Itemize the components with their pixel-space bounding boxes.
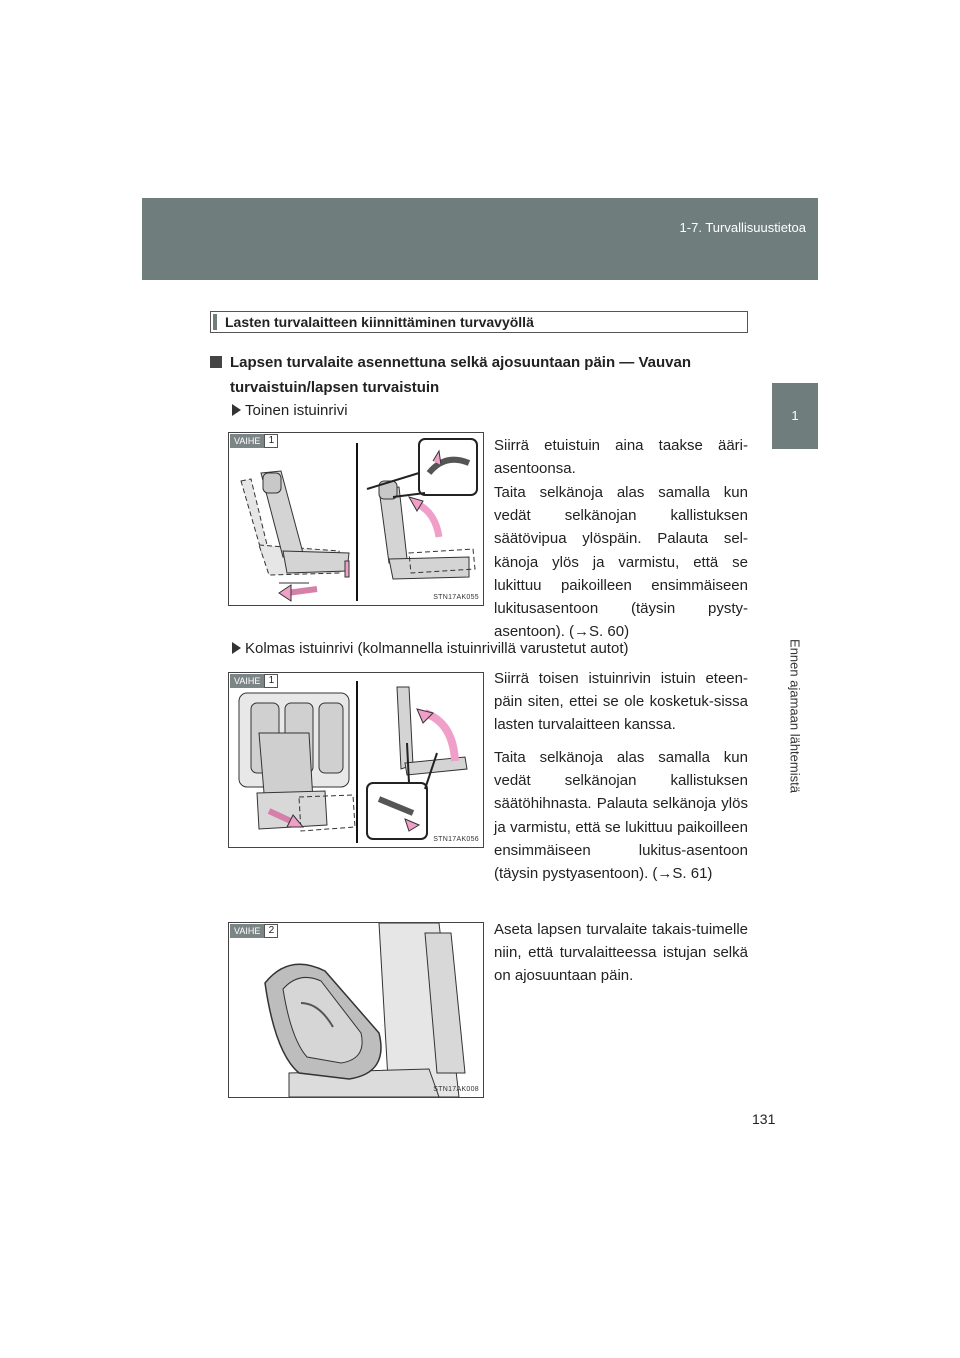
seat-row-illustration <box>229 673 483 847</box>
step-label: VAIHE <box>230 434 264 448</box>
square-bullet-icon <box>210 356 222 368</box>
bullet-second-row <box>232 402 348 419</box>
section-box <box>210 311 748 333</box>
paragraph-step1-a: Siirrä etuistuin aina taakse ääri-asentoonsa. <box>494 437 748 478</box>
paragraph-step2: Aseta lapsen turvalaite takais-tuimelle niin, että turvalaitteessa istujan selkä on ajosuuntaan päin. <box>494 921 748 985</box>
figure-step2 <box>228 922 484 1098</box>
step-label: VAIHE <box>230 674 264 688</box>
figure-step1-second-row <box>228 432 484 606</box>
paragraph-step1-d: Taita selkänoja alas samalla kun vedät selkänojan kallistuksen säätöhihnasta. Palauta selkänoja ylös ja varmistu, että se lukittuu paikoilleen ensimmäiseen lukitus-asentoon (täysin pystyasentoon). (→S. 61) <box>494 749 748 883</box>
figure-code: STN17AK008 <box>433 1086 479 1093</box>
step-badge <box>230 674 278 688</box>
step-number: 1 <box>264 674 278 688</box>
bullet-text: Kolmas istuinrivi (kolmannella istuinrivillä varustetut autot) <box>245 640 629 657</box>
figure-step1-third-row <box>228 672 484 848</box>
step-badge <box>230 434 278 448</box>
sub-heading-line2: turvaistuin/lapsen turvaistuin <box>230 379 440 396</box>
bullet-text: Toinen istuinrivi <box>245 402 348 419</box>
sub-heading-line1: Lapsen turvalaite asennettuna selkä ajosuuntaan päin — Vauvan <box>230 354 691 371</box>
sub-heading <box>210 350 750 400</box>
step-number: 1 <box>264 434 278 448</box>
step-number: 2 <box>264 924 278 938</box>
step-badge <box>230 924 278 938</box>
paragraph-step1-c: Siirrä toisen istuinrivin istuin eteen-päin siten, ettei se ole kosketuk-sissa lasten turvalaitteen kanssa. <box>494 670 748 734</box>
header-band <box>142 198 818 280</box>
section-heading: Lasten turvalaitteen kiinnittäminen turvavyöllä <box>225 314 534 330</box>
chapter-tab: 1 <box>772 383 818 449</box>
triangle-bullet-icon <box>232 404 241 416</box>
section-title-header: 1-7. Turvallisuustietoa <box>679 220 806 235</box>
step-label: VAIHE <box>230 924 264 938</box>
figure-code: STN17AK055 <box>433 594 479 601</box>
seat-illustration <box>229 433 483 605</box>
section-box-bar <box>213 314 217 330</box>
triangle-bullet-icon <box>232 642 241 654</box>
chapter-side-title: Ennen ajamaan lähtemistä <box>787 639 803 793</box>
child-seat-illustration <box>229 923 483 1097</box>
paragraph-step1-b: Taita selkänoja alas samalla kun vedät selkänojan kallistuksen säätövipua ylöspäin. Palauta sel-känoja ylös ja varmistu, että se lukittuu paikoilleen ensimmäiseen lukitusasentoon (täysin pysty-asentoon). (→S. 60) <box>494 484 748 641</box>
page-number: 131 <box>752 1111 776 1127</box>
figure-code: STN17AK056 <box>433 836 479 843</box>
